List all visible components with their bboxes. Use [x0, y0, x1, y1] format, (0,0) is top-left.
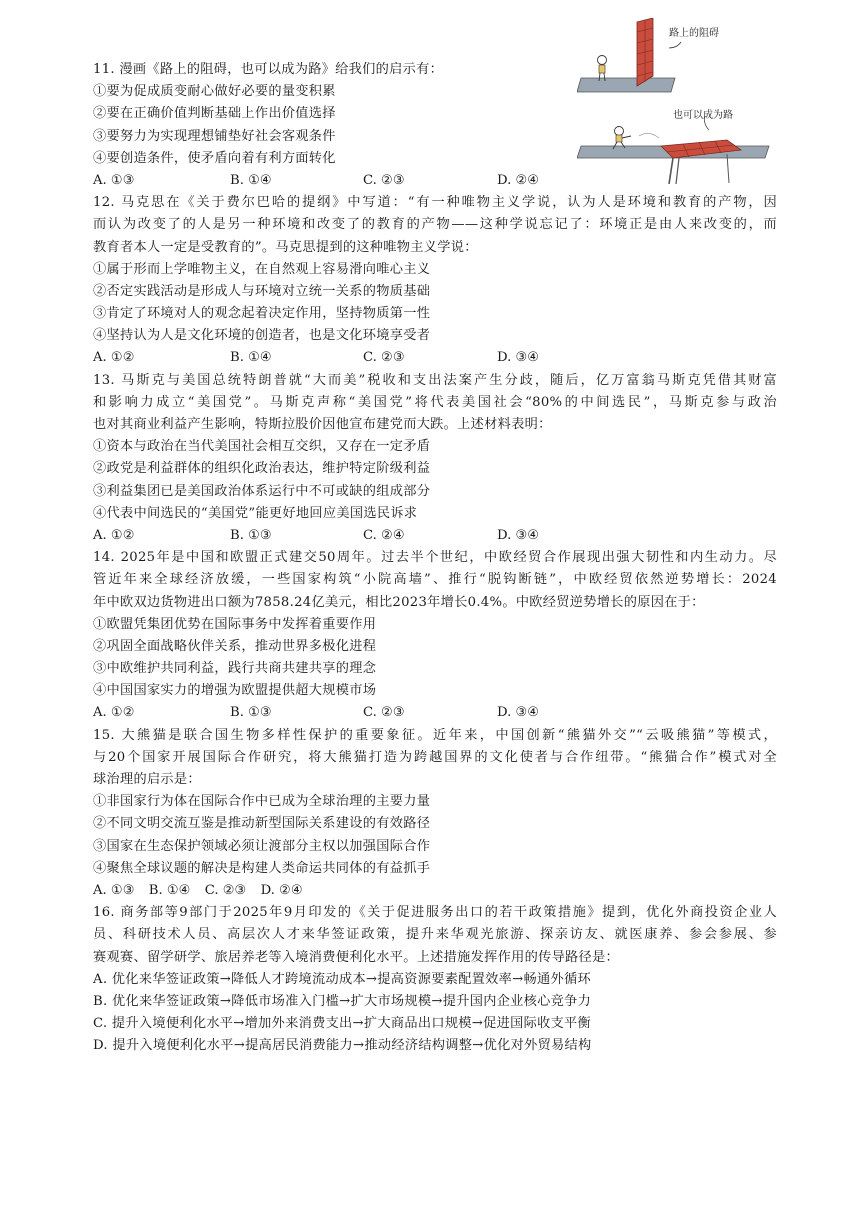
exam-page: [93, 59, 777, 1057]
option-b[interactable]: B. ①③: [230, 705, 272, 721]
question-14: [93, 547, 777, 725]
statement-4: ④坚持认为人是文化环境的创造者，也是文化环境享受者: [93, 328, 431, 344]
option-a[interactable]: A. ①③: [93, 172, 135, 188]
option-c[interactable]: C. ②③: [363, 350, 405, 366]
option-d[interactable]: D. ③④: [497, 350, 540, 366]
answer-options: [93, 525, 777, 547]
question-stem-line-3: 教育者本人一定是受教育的”。马克思提到的这种唯物主义学说：: [93, 239, 478, 255]
cartoon-caption-top: 路上的阻碍: [669, 28, 719, 39]
question-stem-line-2: 和影响力成立“美国党”。马斯克声称“美国党”将代表美国社会“80%的中间选民”，马斯克参与政治: [93, 394, 777, 410]
question-stem-line-3: 赛观赛、留学研学、旅居养老等入境消费便利化水平。上述措施发挥作用的传导路径是：: [93, 949, 620, 965]
option-c[interactable]: C. ②③: [363, 172, 405, 188]
question-stem-line-1: 12. 马克思在《关于费尔巴哈的提纲》中写道：“有一种唯物主义学说，认为人是环境和教育的产物，因: [93, 195, 777, 211]
answer-options: [93, 702, 777, 724]
option-c[interactable]: C. 提升入境便利化水平→增加外来消费支出→扩大商品出口规模→促进国际收支平衡: [93, 1016, 592, 1032]
question-stem-line-2: 与20个国家开展国际合作研究，将大熊猫打造为跨越国界的文化使者与合作纽带。“熊猫合作”模式对全: [93, 749, 777, 765]
question-12: [93, 192, 777, 370]
statement-2: ②巩固全面战略伙伴关系，推动世界多极化进程: [93, 638, 377, 654]
statement-1: ①欧盟凭集团优势在国际事务中发挥着重要作用: [93, 616, 377, 632]
option-a[interactable]: A. ①③: [93, 882, 135, 898]
option-b[interactable]: B. ①④: [148, 882, 191, 898]
statement-1: ①非国家行为体在国际合作中已成为全球治理的主要力量: [93, 794, 431, 810]
option-a[interactable]: A. ①②: [93, 350, 135, 366]
brick-bridge-icon: [661, 140, 741, 184]
statement-3: ③肯定了环境对人的观念起着决定作用，坚持物质第一性: [93, 306, 431, 322]
question-15: [93, 725, 777, 903]
statement-4: ④代表中间选民的“美国党”能更好地回应美国选民诉求: [93, 505, 418, 521]
option-c[interactable]: C. ②③: [363, 705, 405, 721]
cartoon-drawing-icon: [577, 18, 773, 186]
person-standing-icon: [598, 56, 607, 82]
statement-1: ①要为促成质变耐心做好必要的量变积累: [93, 84, 336, 100]
statement-2: ②不同文明交流互鉴是推动新型国际关系建设的有效路径: [93, 816, 431, 832]
statement-1: ①属于形而上学唯物主义，在自然观上容易滑向唯心主义: [93, 261, 431, 277]
option-d[interactable]: D. ③④: [497, 705, 540, 721]
question-stem-line-2: 而认为改变了的人是另一种环境和改变了的教育的产物——这种学说忘记了：环境正是由人来改变的，而: [93, 217, 777, 233]
statement-2: ②否定实践活动是形成人与环境对立统一关系的物质基础: [93, 283, 431, 299]
cartoon-caption-bottom: 也可以成为路: [673, 110, 733, 121]
option-d[interactable]: D. ②④: [260, 882, 303, 898]
question-13: [93, 370, 777, 548]
statement-3: ③国家在生态保护领域必须让渡部分主权以加强国际合作: [93, 838, 431, 854]
question-stem-line-3: 也对其商业利益产生影响，特斯拉股价因他宣布建党而大跌。上述材料表明：: [93, 417, 552, 432]
statement-4: ④要创造条件，使矛盾向着有利方面转化: [93, 150, 336, 166]
question-stem-line-2: 员、科研技术人员、高层次人才来华签证政策，提升来华观光旅游、探亲访友、就医康养、参会参展、参: [93, 927, 777, 943]
cartoon-illustration: [577, 18, 773, 186]
question-stem-line-1: 15. 大熊猫是联合国生物多样性保护的重要象征。近年来，中国创新“熊猫外交”“云吸熊猫”等模式，: [93, 727, 777, 743]
option-a[interactable]: A. 优化来华签证政策→降低人才跨境流动成本→提高资源要素配置效率→畅通外循环: [93, 971, 591, 987]
question-stem-line-1: 16. 商务部等9部门于2025年9月印发的《关于促进服务出口的若干政策措施》提到，优化外商投资企业人: [93, 905, 777, 921]
option-b[interactable]: B. ①④: [230, 172, 272, 188]
option-a[interactable]: A. ①②: [93, 527, 135, 543]
option-a[interactable]: A. ①②: [93, 705, 135, 721]
option-b[interactable]: B. 优化来华签证政策→降低市场准入门槛→扩大市场规模→提升国内企业核心竞争力: [93, 993, 592, 1009]
answer-options: [93, 347, 777, 369]
statement-3: ③中欧维护共同利益，践行共商共建共享的理念: [93, 661, 377, 677]
statement-3: ③要努力为实现理想铺垫好社会客观条件: [93, 128, 336, 144]
brick-wall-icon: [637, 18, 653, 86]
statement-3: ③利益集团已是美国政治体系运行中不可或缺的组成部分: [93, 483, 431, 499]
option-b[interactable]: B. ①③: [230, 527, 272, 543]
question-16: [93, 902, 777, 1057]
question-stem-line-3: 球治理的启示是：: [93, 772, 201, 787]
question-stem-line-1: 13. 马斯克与美国总统特朗普就“大而美”税收和支出法案产生分歧，随后，亿万富翁马斯克凭借其财富: [93, 372, 777, 388]
statement-1: ①资本与政治在当代美国社会相互交织，又存在一定矛盾: [93, 439, 431, 455]
option-d[interactable]: D. ③④: [497, 527, 540, 543]
option-d[interactable]: D. ②④: [497, 172, 540, 188]
option-c[interactable]: C. ②④: [363, 527, 405, 543]
statement-4: ④聚焦全球议题的解决是构建人类命运共同体的有益抓手: [93, 860, 431, 876]
statement-2: ②要在正确价值判断基础上作出价值选择: [93, 106, 336, 122]
statement-2: ②政党是利益群体的组织化政治表达，维护特定阶级利益: [93, 461, 431, 477]
option-c[interactable]: C. ②③: [204, 882, 247, 898]
question-stem: 11. 漫画《路上的阻碍，也可以成为路》给我们的启示有：: [93, 62, 444, 77]
statement-4: ④中国国家实力的增强为欧盟提供超大规模市场: [93, 683, 377, 699]
option-b[interactable]: B. ①④: [230, 350, 272, 366]
question-stem-line-3: 年中欧双边货物进出口额为7858.24亿美元，相比2023年增长0.4%。中欧经贸逆势增长的原因在于：: [93, 594, 705, 610]
question-stem-line-2: 管近年来全球经济放缓，一些国家构筑“小院高墙”、推行“脱钩断链”，中欧经贸依然逆势增长：2024: [93, 572, 777, 588]
option-d[interactable]: D. 提升入境便利化水平→提高居民消费能力→推动经济结构调整→优化对外贸易结构: [93, 1038, 592, 1054]
answer-options: [93, 880, 777, 902]
question-stem-line-1: 14. 2025年是中国和欧盟正式建交50周年。过去半个世纪，中欧经贸合作展现出强大韧性和内生动力。尽: [93, 550, 777, 566]
